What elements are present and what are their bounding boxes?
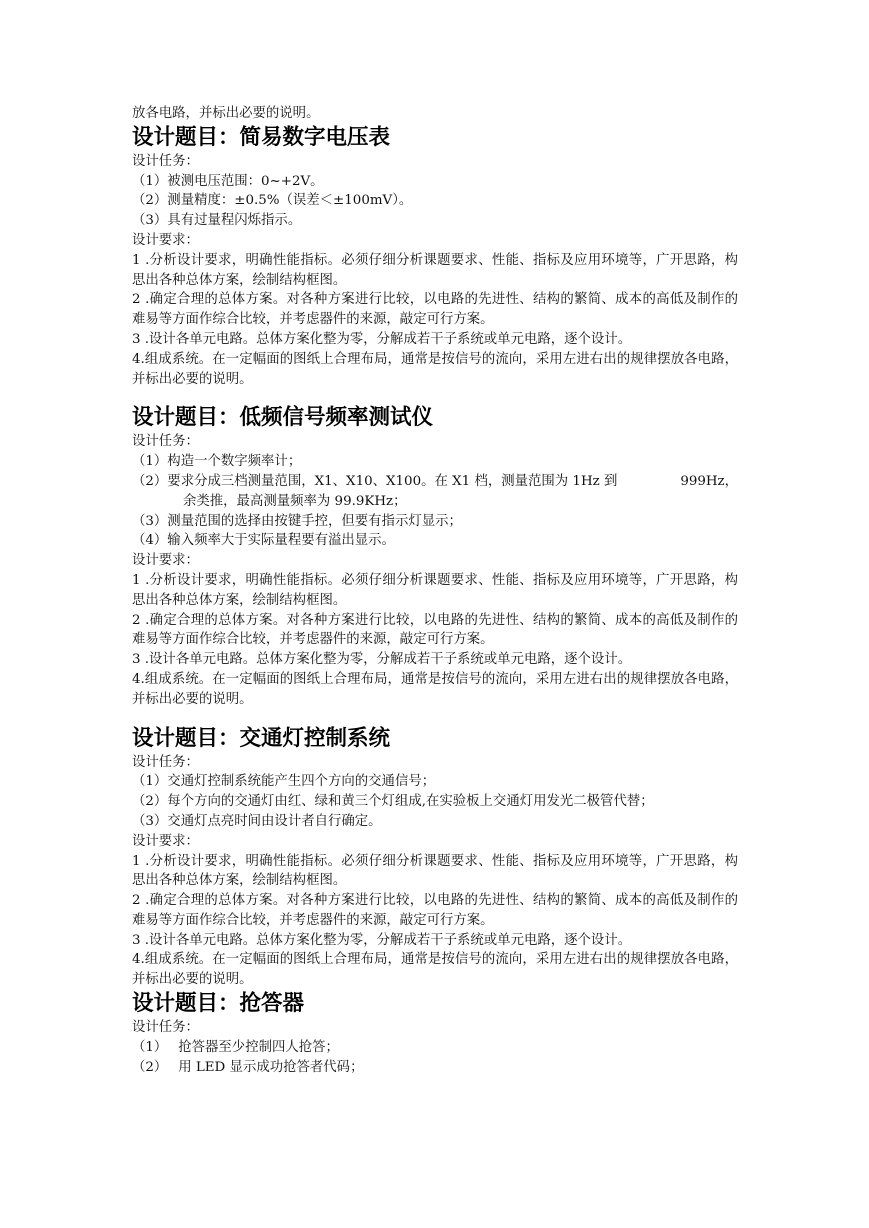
intro-tail-text: 放各电路，并标出必要的说明。 (132, 106, 320, 121)
requirement-item: 3 .设计各单元电路。总体方案化整为零，分解成若干子系统或单元电路，逐个设计。 (132, 932, 632, 948)
section-title: 设计题目：抢答器 (132, 991, 305, 1017)
requirement-item: 1 .分析设计要求，明确性能指标。必须仔细分析课题要求、性能、指标及应用环境等，广开思路，构思出各种总体方案，绘制结构框图。 (132, 572, 738, 608)
task-item-right: 999Hz， (680, 473, 738, 489)
document-page (132, 104, 738, 1077)
task-item: （1） 抢答器至少控制四人抢答； (132, 1039, 339, 1055)
requirement-item: 2 .确定合理的总体方案。对各种方案进行比较，以电路的先进性、结构的繁简、成本的高低及制作的难易等方面作综合比较，并考虑器件的来源，敲定可行方案。 (132, 292, 738, 328)
requirement-item: 1 .分析设计要求，明确性能指标。必须仔细分析课题要求、性能、指标及应用环境等，广开思路，构思出各种总体方案，绘制结构框图。 (132, 252, 738, 288)
task-item: （1）构造一个数字频率计； (132, 454, 302, 470)
task-label: 设计任务： (132, 1020, 199, 1036)
section-title: 设计题目：低频信号频率测试仪 (132, 405, 434, 431)
requirement-item: 4.组成系统。在一定幅面的图纸上合理布局，通常是按信号的流向，采用左进右出的规律摆放各电路，并标出必要的说明。 (132, 351, 738, 387)
task-item: （2）每个方向的交通灯由红、绿和黄三个灯组成,在实验板上交通灯用发光二极管代替； (132, 794, 654, 810)
requirement-label: 设计要求： (132, 833, 199, 849)
requirement-item: 4.组成系统。在一定幅面的图纸上合理布局，通常是按信号的流向，采用左进右出的规律摆放各电路，并标出必要的说明。 (132, 952, 738, 988)
requirement-item: 2 .确定合理的总体方案。对各种方案进行比较，以电路的先进性、结构的繁简、成本的高低及制作的难易等方面作综合比较，并考虑器件的来源，敲定可行方案。 (132, 893, 738, 928)
requirement-item: 3 .设计各单元电路。总体方案化整为零，分解成若干子系统或单元电路，逐个设计。 (132, 331, 632, 347)
requirement-label: 设计要求： (132, 232, 199, 248)
task-item: （4）输入频率大于实际量程要有溢出显示。 (132, 533, 395, 549)
requirement-item: 1 .分析设计要求，明确性能指标。必须仔细分析课题要求、性能、指标及应用环境等，广开思路，构思出各种总体方案，绘制结构框图。 (132, 853, 738, 889)
task-item-split (132, 472, 738, 492)
requirement-label: 设计要求： (132, 553, 199, 569)
task-item: （1）交通灯控制系统能产生四个方向的交通信号； (132, 774, 436, 790)
task-item-continuation: 余类推，最高测量频率为 99.9KHz； (183, 493, 407, 509)
task-item: （2）测量精度：±0.5%（误差＜±100mV）。 (132, 193, 413, 209)
section-voltmeter (132, 124, 738, 390)
task-item: （3）测量范围的选择由按键手控，但要有指示灯显示； (132, 513, 462, 529)
task-item: （3）交通灯点亮时间由设计者自行确定。 (132, 813, 382, 829)
task-item-left: （2）要求分成三档测量范围，X1、X10、X100。在 X1 档，测量范围为 1Hz 到 (132, 473, 618, 489)
section-frequency-meter (132, 404, 738, 709)
task-item: （1）被测电压范围：0~+2V。 (132, 173, 324, 189)
task-item: （3）具有过量程闪烁指示。 (132, 213, 302, 229)
task-label: 设计任务： (132, 153, 199, 169)
section-title: 设计题目：简易数字电压表 (132, 124, 391, 150)
section-spacer (132, 710, 738, 725)
requirement-item: 4.组成系统。在一定幅面的图纸上合理布局，通常是按信号的流向，采用左进右出的规律摆放各电路，并标出必要的说明。 (132, 671, 738, 707)
task-item: （2） 用 LED 显示成功抢答者代码； (132, 1059, 364, 1075)
section-title: 设计题目：交通灯控制系统 (132, 725, 391, 751)
section-quiz-buzzer (132, 990, 738, 1077)
requirement-item: 2 .确定合理的总体方案。对各种方案进行比较，以电路的先进性、结构的繁简、成本的高低及制作的难易等方面作综合比较，并考虑器件的来源，敲定可行方案。 (132, 612, 738, 648)
section-traffic-light (132, 725, 738, 991)
section-spacer (132, 389, 738, 404)
task-label: 设计任务： (132, 754, 199, 770)
requirement-item: 3 .设计各单元电路。总体方案化整为零，分解成若干子系统或单元电路，逐个设计。 (132, 652, 632, 668)
task-label: 设计任务： (132, 434, 199, 450)
